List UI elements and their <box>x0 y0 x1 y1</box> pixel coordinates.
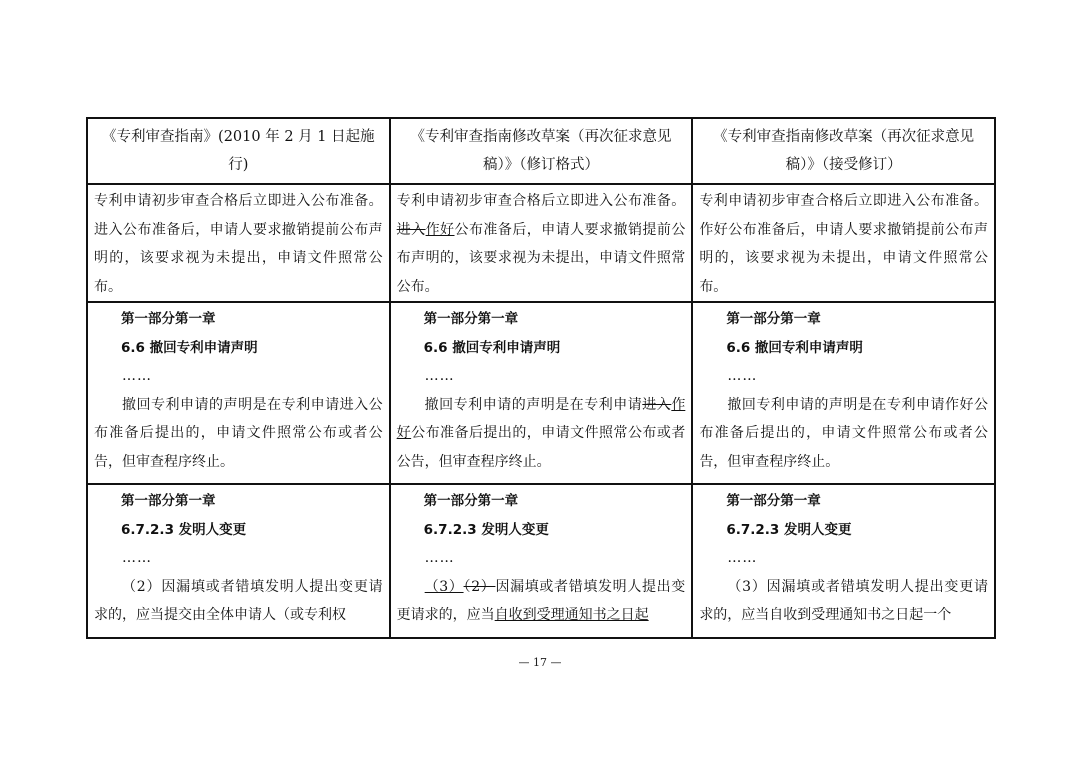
cell-revision-accepted <box>692 302 995 484</box>
paragraph <box>397 573 686 630</box>
part-heading: 第一部分第一章 <box>121 493 216 509</box>
paragraph: 专利申请初步审查合格后立即进入公布准备。作好公布准备后，申请人要求撤销提前公布声明的，该要求视为未提出，申请文件照常公布。 <box>699 193 988 295</box>
ellipsis: …… <box>122 550 152 566</box>
cell-original <box>87 184 390 302</box>
table-row <box>87 484 995 638</box>
table-row <box>87 184 995 302</box>
header-original: 《专利审查指南》(2010 年 2 月 1 日起施行) <box>87 118 390 184</box>
comparison-table <box>86 117 996 639</box>
section-heading: 6.6 撤回专利申请声明 <box>423 339 561 356</box>
paragraph: 撤回专利申请的声明是在专利申请进入公布准备后提出的，申请文件照常公布或者公告，但审查程序终止。 <box>94 396 383 470</box>
paragraph <box>397 187 686 301</box>
ellipsis: …… <box>727 368 758 384</box>
ellipsis: …… <box>122 368 152 384</box>
part-heading: 第一部分第一章 <box>121 311 216 327</box>
table-row <box>87 302 995 484</box>
cell-revision-accepted <box>692 184 995 302</box>
section-heading: 6.7.2.3 发明人变更 <box>423 521 549 538</box>
part-heading: 第一部分第一章 <box>423 311 519 327</box>
text-unchanged: 专利申请初步审查合格后立即进入公布准备。 <box>396 193 686 209</box>
section-heading: 6.6 撤回专利申请声明 <box>726 339 863 356</box>
ellipsis: …… <box>424 550 455 566</box>
paragraph: 撤回专利申请的声明是在专利申请作好公布准备后提出的，申请文件照常公布或者公告，但审查程序终止。 <box>699 396 988 470</box>
text-unchanged: 因漏填或者错填发明人提出变更请求的，应当 <box>396 578 686 623</box>
cell-revision-marked <box>390 302 693 484</box>
text-deleted: 进入 <box>396 221 426 238</box>
text-inserted: 作好 <box>425 221 455 238</box>
cell-original <box>87 484 390 638</box>
section-heading: 6.7.2.3 发明人变更 <box>726 521 852 538</box>
cell-revision-marked <box>390 484 693 638</box>
paragraph: （3）因漏填或者错填发明人提出变更请求的，应当自收到受理通知书之日起一个 <box>699 578 988 623</box>
paragraph: （2）因漏填或者错填发明人提出变更请求的，应当提交由全体申请人（或专利权 <box>94 578 383 623</box>
ellipsis: …… <box>424 368 455 384</box>
part-heading: 第一部分第一章 <box>726 493 821 509</box>
cell-original <box>87 302 390 484</box>
header-row <box>87 118 995 184</box>
text-inserted: （3） <box>424 578 464 595</box>
page-number: — 17 — <box>518 656 562 669</box>
text-deleted: 进入 <box>642 396 672 413</box>
text-deleted: （2） <box>463 578 496 595</box>
header-revision-marked: 《专利审查指南修改草案（再次征求意见稿）》（修订格式） <box>390 118 693 184</box>
text-unchanged: 公布准备后提出的，申请文件照常公布或者公告，但审查程序终止。 <box>396 425 686 470</box>
paragraph <box>397 391 686 477</box>
text-inserted: 作好 <box>396 396 686 441</box>
paragraph: 专利申请初步审查合格后立即进入公布准备。进入公布准备后，申请人要求撤销提前公布声明的，该要求视为未提出，申请文件照常公布。 <box>94 193 383 295</box>
part-heading: 第一部分第一章 <box>726 311 821 327</box>
part-heading: 第一部分第一章 <box>423 493 519 509</box>
header-revision-accepted: 《专利审查指南修改草案（再次征求意见稿）》（接受修订） <box>692 118 995 184</box>
cell-revision-marked <box>390 184 693 302</box>
section-heading: 6.6 撤回专利申请声明 <box>121 339 258 356</box>
text-inserted: 自收到受理通知书之日起 <box>494 607 649 623</box>
text-unchanged: 公布准备后，申请人要求撤销提前公布声明的，该要求视为未提出，申请文件照常公布。 <box>396 221 686 295</box>
text-unchanged: 撤回专利申请的声明是在专利申请 <box>424 396 643 413</box>
section-heading: 6.7.2.3 发明人变更 <box>121 521 247 538</box>
ellipsis: …… <box>727 550 758 566</box>
cell-revision-accepted <box>692 484 995 638</box>
